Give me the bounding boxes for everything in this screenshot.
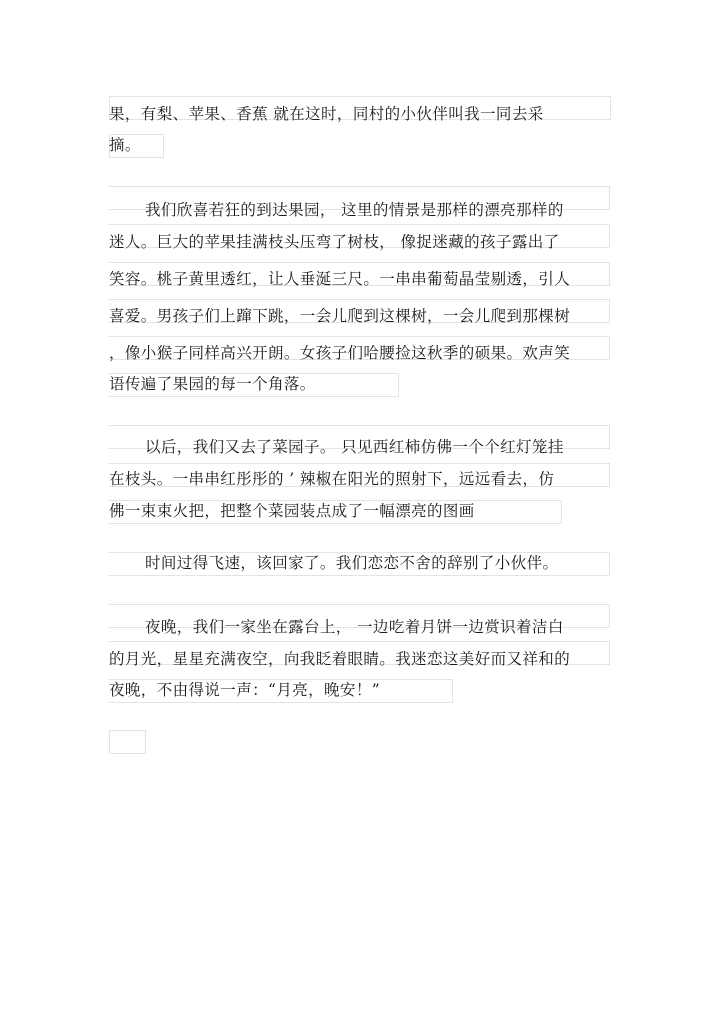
text-line: 我们欣喜若狂的到达果园， 这里的情景是那样的漂亮那样的	[145, 201, 564, 219]
line-frame	[109, 730, 146, 754]
text-line: ，像小猴子同样高兴开朗。女孩子们哈腰捡这秋季的硕果。欢声笑	[109, 344, 571, 362]
text-line: 在枝头。一串串红彤彤的 ’ 辣椒在阳光的照射下，远远看去，仿	[109, 470, 555, 488]
text-line: 以后，我们又去了菜园子。 只见西红柿仿佛一个个红灯笼挂	[145, 438, 564, 456]
text-line: 果，有梨、苹果、香蕉 就在这时，同村的小伙伴叫我一同去采	[109, 105, 544, 123]
text-line: 夜晚，我们一家坐在露台上， 一边吃着月饼一边赏识着洁白	[145, 618, 564, 636]
text-line: 笑容。桃子黄里透红，让人垂涎三尺。一串串葡萄晶莹剔透，引人	[109, 270, 571, 288]
text-line: 语传遍了果园的每一个角落。	[109, 375, 316, 393]
text-line: 时间过得飞速，该回家了。我们恋恋不舍的辞别了小伙伴。	[145, 554, 559, 572]
text-line: 迷人。巨大的苹果挂满枝头压弯了树枝， 像捉迷藏的孩子露出了	[109, 233, 560, 251]
text-line: 喜爱。男孩子们上蹿下跳，一会儿爬到这棵树，一会儿爬到那棵树	[109, 307, 571, 325]
text-line: 摘。	[109, 136, 141, 154]
text-line: 的月光，星星充满夜空，向我眨着眼睛。我迷恋这美好而又祥和的	[109, 650, 571, 668]
text-line: 佛一束束火把，把整个菜园装点成了一幅漂亮的图画	[109, 502, 475, 520]
text-line: 夜晚，不由得说一声：“月亮，晚安！”	[109, 681, 381, 699]
